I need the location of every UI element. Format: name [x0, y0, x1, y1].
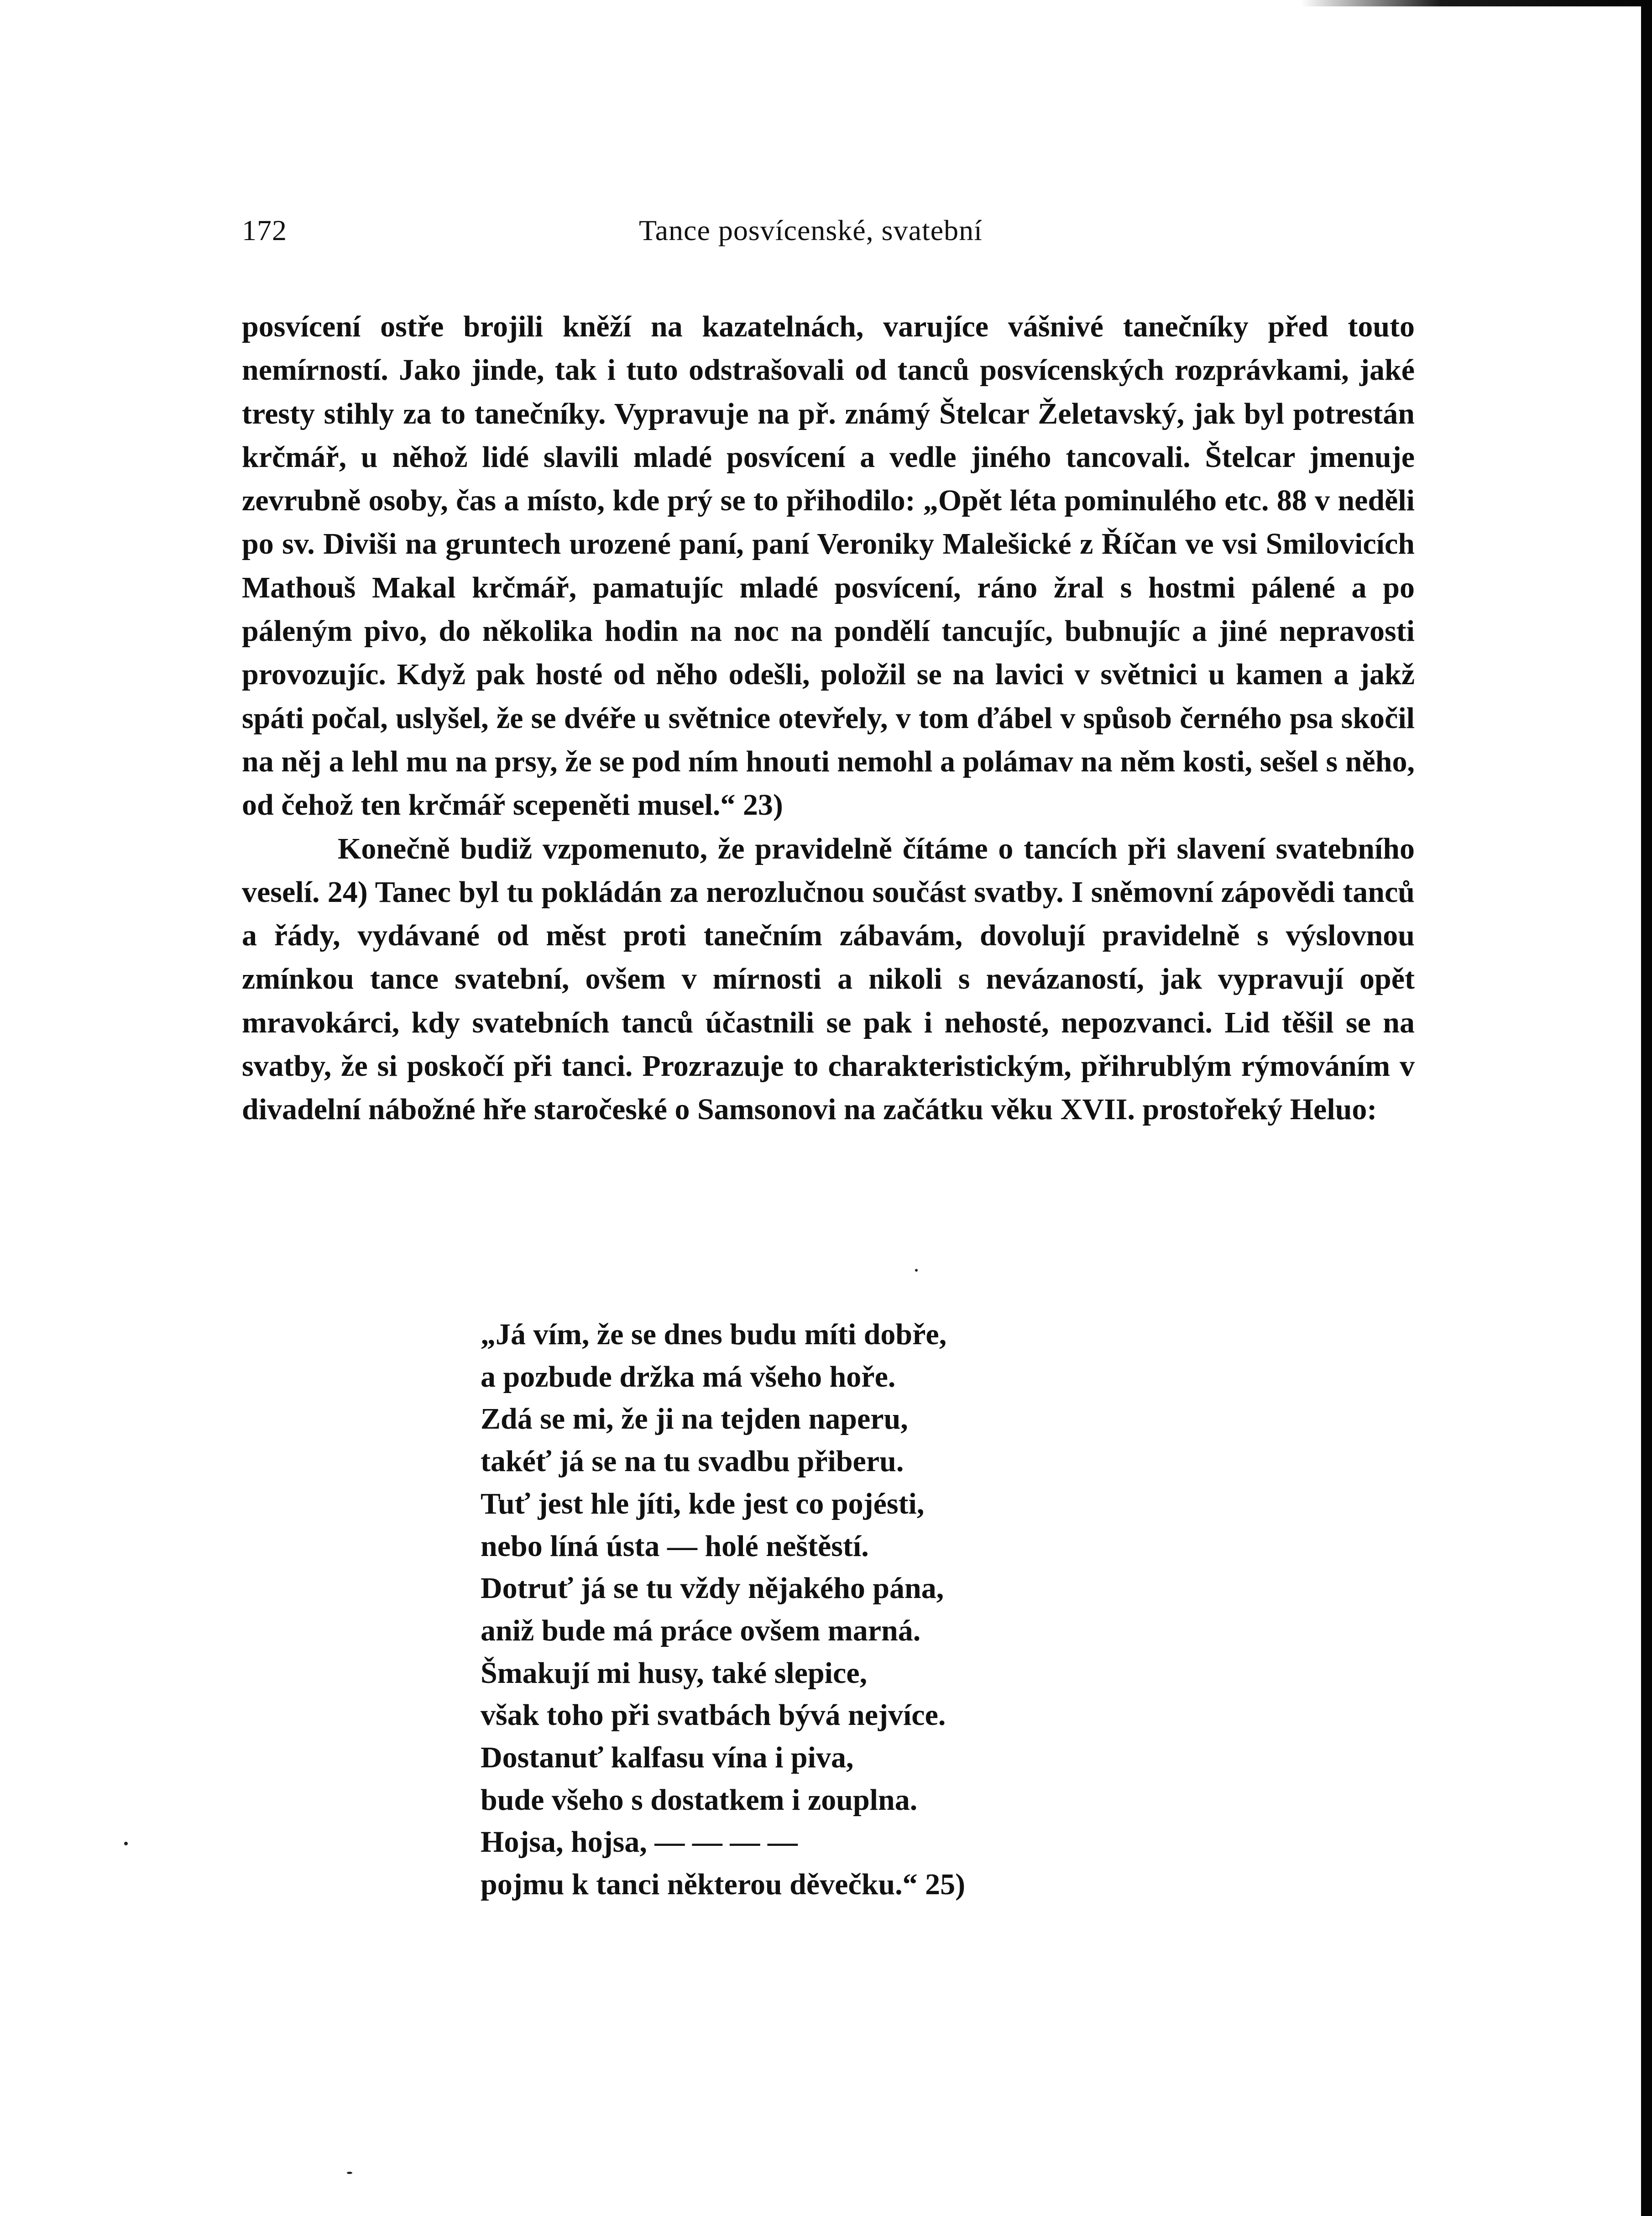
- poem-line: Šmakují mi husy, také slepice,: [481, 1656, 868, 1690]
- scan-speck: [915, 1269, 918, 1272]
- scan-speck: [347, 2172, 352, 2174]
- poem-line: Zdá se mi, že ji na tejden naperu,: [481, 1402, 908, 1436]
- body-text: [242, 305, 1415, 1132]
- poem-line: Dostanuť kalfasu vína i piva,: [481, 1741, 854, 1775]
- poem-line: pojmu k tanci některou děvečku.“ 25): [481, 1868, 966, 1902]
- poem-quotation: [481, 1314, 1211, 1906]
- poem-line: takéť já se na tu svadbu přiberu.: [481, 1445, 904, 1478]
- poem-line: Tuť jest hle jíti, kde jest co pojésti,: [481, 1487, 925, 1520]
- running-title: Tance posvícenské, svatební: [639, 214, 983, 246]
- scan-top-edge: [1301, 0, 1652, 6]
- paragraph-1: posvícení ostře brojili kněží na kazatelnách, varujíce vášnivé tanečníky před touto nemírností. Jako jinde, tak i tuto odstrašovali od tanců posvícenských rozprávkami, jaké tresty stihly za to tanečníky. Vypravuje na př. známý Štelcar Želetavský, jak byl potrestán krčmář, u něhož lidé slavili mladé posvícení a vedle jiného tancovali. Štelcar jmenuje zevrubně osoby, čas a místo, kde prý se to přihodilo: „Opět léta pominulého etc. 88 v neděli po sv. Diviši na gruntech urozené paní, paní Veroniky Malešické z Říčan ve vsi Smilovicích Mathouš Makal krčmář, pamatujíc mladé posvícení, ráno žral s hostmi pálené a po páleným pivo, do několika hodin na noc na pondělí tancujíc, bubnujíc a jiné nepravosti provozujíc. Když pak hosté od něho odešli, položil se na lavici v světnici u kamen a jakž spáti počal, uslyšel, že se dvéře u světnice otevřely, v tom ďábel v spůsob černého psa skočil na něj a lehl mu na prsy, že se pod ním hnouti nemohl a polámav na něm kosti, sešel s něho, od čehož ten krčmář scepeněti musel.“ 23): [242, 310, 1415, 822]
- scan-speck: [124, 1842, 128, 1845]
- poem-line: aniž bude má práce ovšem marná.: [481, 1614, 921, 1647]
- poem-line: nebo líná ústa — holé neštěstí.: [481, 1529, 869, 1563]
- page-number: 172: [242, 214, 287, 246]
- poem-line: bude všeho s dostatkem i zouplna.: [481, 1783, 918, 1817]
- paragraph-2: Konečně budiž vzpomenuto, že pravidelně čítáme o tancích při slavení svatebního veselí. 24) Tanec byl tu pokládán za nerozlučnou součást svatby. I sněmovní zápovědi tanců a řády, vydávané od měst proti tanečním zábavám, dovolují pravidelně s výslovnou zmínkou tance svatební, ovšem v mírnosti a nikoli s nevázaností, jak vypravují opět mravokárci, kdy svatebních tanců účastnili se pak i nehosté, nepozvanci. Lid těšil se na svatby, že si poskočí při tanci. Prozrazuje to charakteristickým, přihrublým rýmováním v divadelní nábožné hře staročeské o Samsonovi na začátku věku XVII. prostořeký Heluo:: [242, 832, 1415, 1126]
- poem-line: Hojsa, hojsa, — — — —: [481, 1825, 798, 1859]
- scan-right-edge: [1641, 0, 1652, 2216]
- poem-line: Dotruť já se tu vždy nějakého pána,: [481, 1572, 944, 1605]
- poem-line: „Já vím, že se dnes budu míti dobře,: [481, 1318, 947, 1351]
- poem-line: však toho při svatbách bývá nejvíce.: [481, 1698, 946, 1732]
- page-header: [242, 214, 1063, 255]
- poem-line: a pozbude držka má všeho hoře.: [481, 1360, 896, 1394]
